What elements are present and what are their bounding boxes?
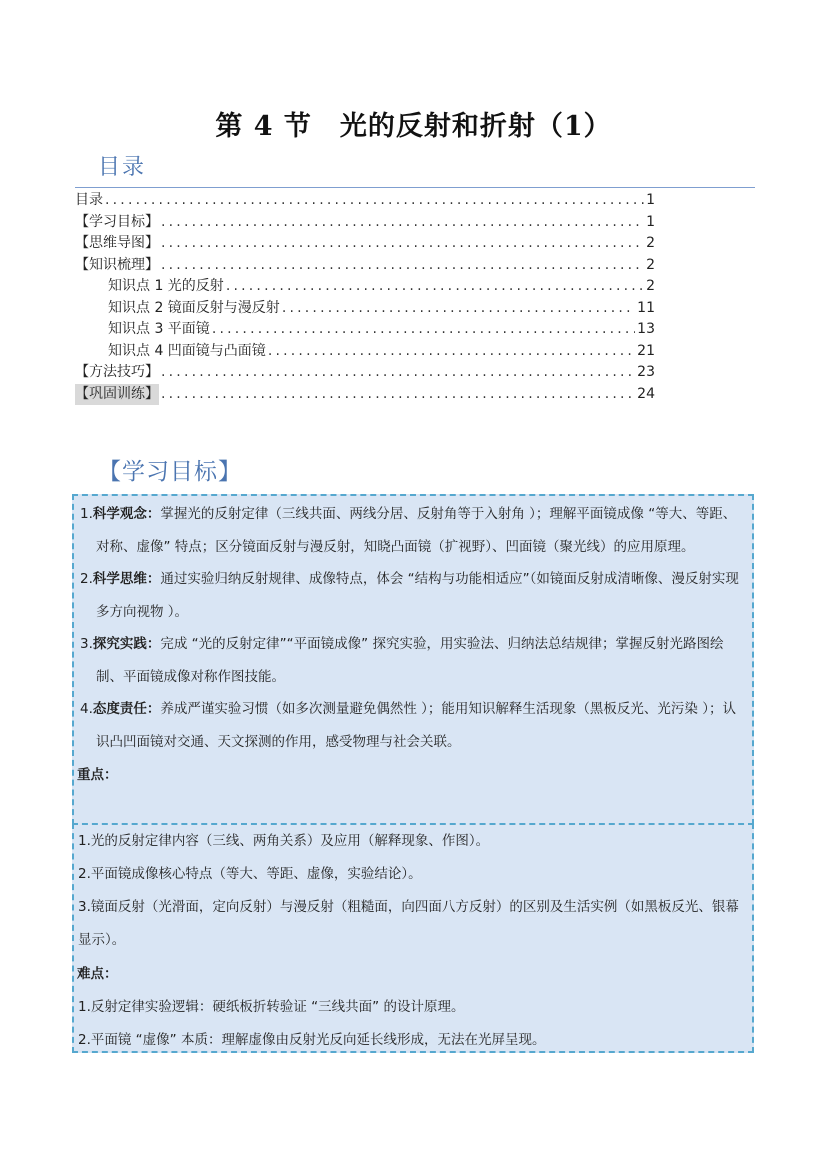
toc-leader-dots [268, 341, 635, 363]
toc-leader-dots [105, 190, 644, 212]
learning-goals-box [72, 494, 754, 825]
difficulty-heading: 难点： [77, 966, 118, 982]
toc-subentry[interactable] [75, 341, 655, 363]
goal-item [78, 498, 744, 563]
toc-entry[interactable] [75, 255, 655, 277]
toc-entry-label: 【知识梳理】 [75, 256, 159, 273]
toc-entry-page: 23 [637, 364, 655, 380]
key-difficulty-box [72, 823, 754, 1053]
goal-number: 1. [80, 506, 93, 522]
toc-entry[interactable] [75, 190, 655, 212]
key-point: 3.镜面反射（光滑面，定向反射）与漫反射（粗糙面，向四面八方反射）的区别及生活实例（如黑板反光、银幕显示）。 [78, 899, 739, 948]
toc-entry-page: 11 [637, 299, 655, 316]
goal-item [78, 628, 744, 693]
toc-subentry[interactable] [75, 298, 655, 320]
goal-item [78, 693, 744, 758]
toc-entry-page: 2 [646, 278, 655, 294]
toc-entry[interactable] [75, 212, 655, 234]
toc-entry-label: 【巩固训练】 [75, 384, 159, 406]
toc-entry[interactable] [75, 384, 655, 406]
toc-subentry[interactable] [75, 276, 655, 298]
key-point: 1.光的反射定律内容（三线、两角关系）及应用（解释现象、作图）。 [78, 833, 490, 849]
goal-item [78, 563, 744, 628]
toc-heading: 目录 [98, 155, 147, 180]
learning-goals-heading: 【学习目标】 [98, 459, 242, 485]
toc-entry-label: 知识点 4 凹面镜与凸面镜 [108, 342, 266, 359]
goal-category: 态度责任： [92, 701, 161, 717]
toc-entry-page: 2 [646, 256, 655, 273]
difficulty-point: 2.平面镜 “虚像” 本质：理解虚像由反射光反向延长线形成，无法在光屏呈现。 [78, 1032, 546, 1048]
toc-entry-label: 知识点 1 光的反射 [108, 278, 224, 294]
goal-category: 探究实践： [92, 636, 161, 652]
toc-entry-label: 【方法技巧】 [75, 364, 159, 380]
difficulty-point: 1.反射定律实验逻辑：硬纸板折转验证 “三线共面” 的设计原理。 [78, 999, 465, 1015]
toc-entry-label: 【思维导图】 [75, 235, 159, 251]
key-points-heading: 重点： [77, 767, 118, 783]
toc-leader-dots [226, 276, 644, 298]
toc-entry-page: 13 [637, 321, 655, 337]
toc-entry-page: 1 [646, 213, 655, 230]
toc-entry-page: 21 [637, 342, 655, 359]
toc-entry-label: 目录 [75, 192, 103, 208]
toc-entry[interactable] [75, 362, 655, 384]
goal-category: 科学观念： [92, 506, 161, 522]
toc-leader-dots [161, 233, 644, 255]
goal-number: 2. [80, 571, 93, 587]
toc-leader-dots [161, 255, 644, 277]
toc-leader-dots [161, 384, 635, 406]
goal-category: 科学思维： [92, 571, 161, 587]
toc-leader-dots [212, 319, 635, 341]
toc-leader-dots [161, 362, 635, 384]
toc-entry-page: 24 [637, 385, 655, 402]
goal-text: 完成 “光的反射定律”“平面镜成像” 探究实验，用实验法、归纳法总结规律；掌握反射光路图绘制、平面镜成像对称作图技能。 [96, 636, 724, 685]
goal-text: 通过实验归纳反射规律、成像特点，体会 “结构与功能相适应”（如镜面反射成清晰像、漫反射实现多方向视物 ）。 [96, 571, 739, 620]
key-point: 2.平面镜成像核心特点（等大、等距、虚像，实验结论）。 [78, 866, 422, 882]
toc-entry[interactable] [75, 233, 655, 255]
toc-leader-dots [161, 212, 644, 234]
toc-leader-dots [282, 298, 635, 320]
goal-text: 掌握光的反射定律（三线共面、两线分居、反射角等于入射角 ）；理解平面镜成像 “等大、等距、对称、虚像” 特点；区分镜面反射与漫反射，知晓凸面镜（扩视野）、凹面镜（聚光线）的应用原理。 [96, 506, 737, 555]
toc-entry-page: 1 [646, 192, 655, 208]
toc-entry-label: 【学习目标】 [75, 213, 159, 230]
page-title: 第 4 节 光的反射和折射（1） [215, 111, 612, 142]
toc-divider [75, 187, 755, 188]
toc-entry-label: 知识点 3 平面镜 [108, 321, 210, 337]
goal-number: 4. [80, 701, 93, 717]
table-of-contents [75, 190, 655, 405]
goal-number: 3. [80, 636, 93, 652]
goal-text: 养成严谨实验习惯（如多次测量避免偶然性 ）；能用知识解释生活现象（黑板反光、光污染 ）；认识凸凹面镜对交通、天文探测的作用，感受物理与社会关联。 [96, 701, 736, 750]
toc-subentry[interactable] [75, 319, 655, 341]
toc-entry-page: 2 [646, 235, 655, 251]
toc-entry-label: 知识点 2 镜面反射与漫反射 [108, 299, 280, 316]
